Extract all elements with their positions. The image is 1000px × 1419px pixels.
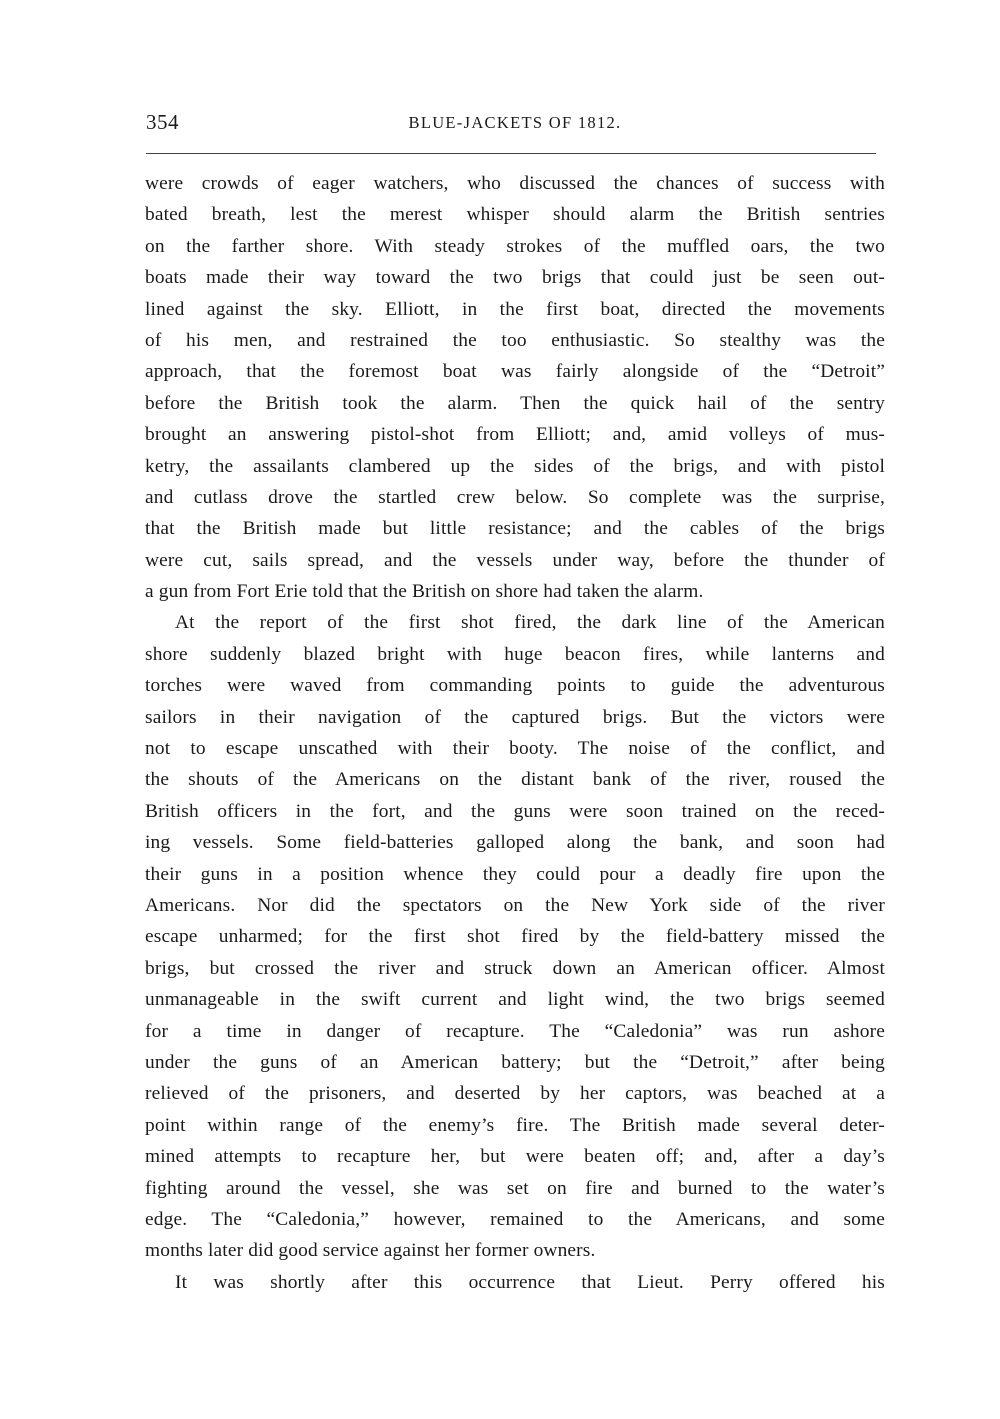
text-line: relieved of the prisoners, and deserted by her captors, was beached at a xyxy=(145,1083,885,1105)
text-line: British officers in the fort, and the guns were soon trained on the reced- xyxy=(145,800,885,822)
paragraph xyxy=(145,1267,885,1298)
text-line: brigs, but crossed the river and struck down an American officer. Almost xyxy=(145,957,885,979)
text-line: under the guns of an American battery; but the “Detroit,” after being xyxy=(145,1051,885,1073)
running-title: BLUE-JACKETS OF 1812. xyxy=(408,113,622,132)
text-line: on the farther shore. With steady strokes of the muffled oars, the two xyxy=(145,235,885,257)
text-line: ing vessels. Some field-batteries galloped along the bank, and soon had xyxy=(145,832,885,854)
page-header xyxy=(146,110,884,142)
text-line: escape unharmed; for the first shot fired by the field-battery missed the xyxy=(145,926,885,948)
text-line: for a time in danger of recapture. The “Caledonia” was run ashore xyxy=(145,1020,885,1042)
page-number: 354 xyxy=(146,110,179,134)
text-line: before the British took the alarm. Then the quick hail of the sentry xyxy=(145,392,885,414)
text-line: sailors in their navigation of the captured brigs. But the victors were xyxy=(145,706,885,728)
text-line: mined attempts to recapture her, but were beaten off; and, after a day’s xyxy=(145,1146,885,1168)
text-line: were crowds of eager watchers, who discussed the chances of success with xyxy=(145,173,885,194)
text-line: boats made their way toward the two brigs that could just be seen out- xyxy=(145,267,885,289)
text-line: not to escape unscathed with their booty. The noise of the conflict, and xyxy=(145,738,885,760)
text-line: were cut, sails spread, and the vessels under way, before the thunder of xyxy=(145,549,885,571)
text-line: bated breath, lest the merest whisper should alarm the British sentries xyxy=(145,204,885,226)
text-line: a gun from Fort Erie told that the British on shore had taken the alarm. xyxy=(145,581,704,603)
text-line: point within range of the enemy’s fire. The British made several deter- xyxy=(145,1114,885,1136)
body-text xyxy=(145,168,885,1298)
text-line: shore suddenly blazed bright with huge beacon fires, while lanterns and xyxy=(145,643,885,665)
header-rule xyxy=(146,153,876,154)
text-line: torches were waved from commanding points to guide the adventurous xyxy=(145,675,885,697)
text-line: months later did good service against her former owners. xyxy=(145,1240,596,1262)
text-line: the shouts of the Americans on the distant bank of the river, roused the xyxy=(145,769,885,791)
text-line: brought an answering pistol-shot from Elliott; and, amid volleys of mus- xyxy=(145,424,885,446)
text-line: and cutlass drove the startled crew below. So complete was the surprise, xyxy=(145,486,885,508)
text-line: At the report of the first shot fired, the dark line of the American xyxy=(175,612,885,634)
text-line: Americans. Nor did the spectators on the New York side of the river xyxy=(145,894,885,916)
text-line: that the British made but little resistance; and the cables of the brigs xyxy=(145,518,885,540)
text-line: ketry, the assailants clambered up the sides of the brigs, and with pistol xyxy=(145,455,885,477)
paragraph xyxy=(145,168,885,607)
text-line: of his men, and restrained the too enthusiastic. So stealthy was the xyxy=(145,329,885,351)
text-line: lined against the sky. Elliott, in the first boat, directed the movements xyxy=(145,298,885,320)
text-line: unmanageable in the swift current and light wind, the two brigs seemed xyxy=(145,989,885,1011)
text-line: fighting around the vessel, she was set on fire and burned to the water’s xyxy=(145,1177,885,1199)
text-line: It was shortly after this occurrence that Lieut. Perry offered his xyxy=(175,1271,885,1293)
text-line: approach, that the foremost boat was fairly alongside of the “Detroit” xyxy=(145,361,885,383)
text-line: edge. The “Caledonia,” however, remained to the Americans, and some xyxy=(145,1208,885,1230)
paragraph xyxy=(145,607,885,1266)
text-line: their guns in a position whence they could pour a deadly fire upon the xyxy=(145,863,885,885)
